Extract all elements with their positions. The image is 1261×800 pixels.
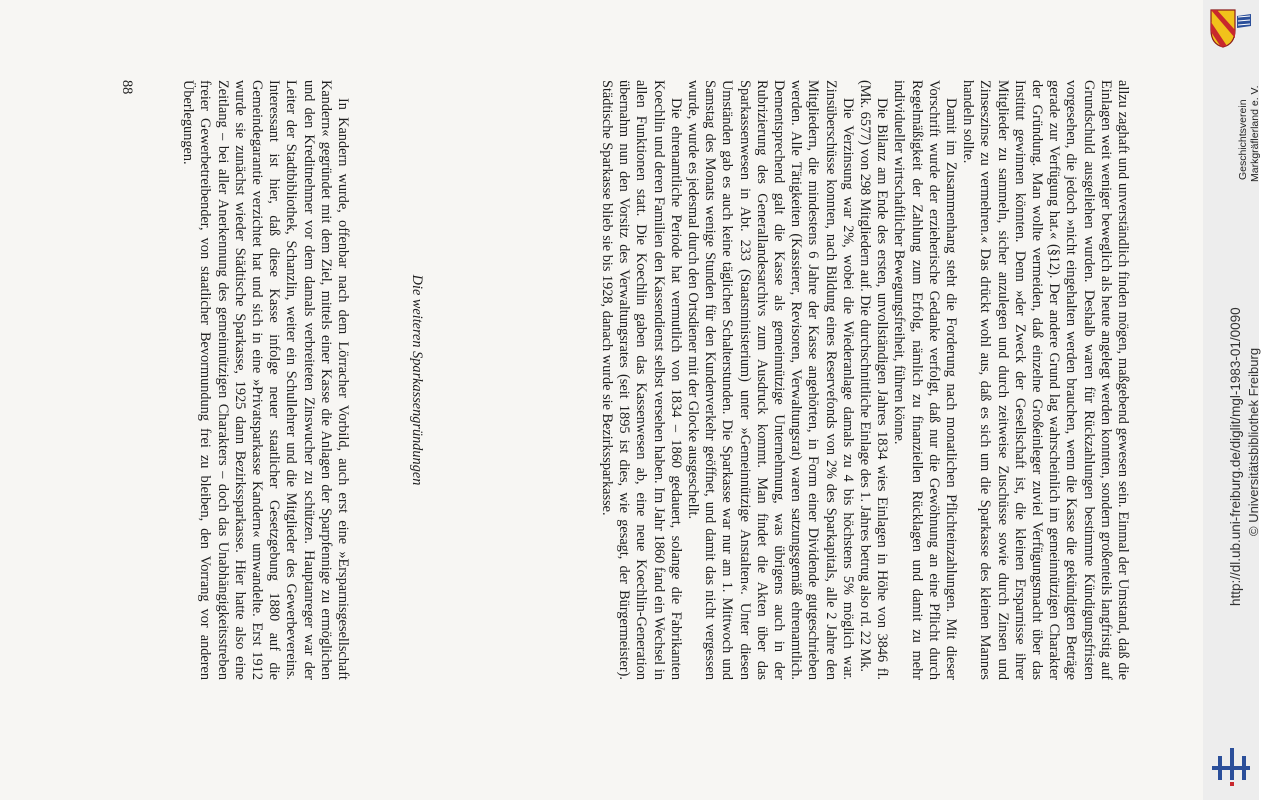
section-heading: Die weiteren Sparkassengründungen [409,274,425,486]
paragraph: Die ehrenamtliche Periode hat vermutlich von 1834 – 1860 gedauert, solange die Fabrikanten Koechlin und deren Familien den Kassendienst selbst versehen haben. Im Jahr 1860 fand ein Wechsel in allen Funktionen statt. Die Koechlin gaben das Kassenwesen ab, eine neue Koechlin-Generation übernahm nun den Vorsitz des Verwaltungsrates (seit 1895 ist dies, wie gesagt, der Bürgermeister). Städtische Sparkasse blieb sie bis 1928, danach wurde sie Bezirkssparkasse. [598,80,684,680]
page-number: 88 [119,80,135,95]
paragraph: Die Verzinsung war 2%, wobei die Wiederanlage damals zu 4 bis höchstens 5% möglich war. Zinsüberschüsse konnten, nach Bildung eines Reservefonds von 2% des Sparkapitals, alle 2 Jahre den Mitgliedern, die mindestens 6 Jahre der Kasse angehörten, in Form einer Dividende gutgeschrieben werden. Alle Tätigkeiten (Kassierer, Revisoren, Verwaltungsrat) waren satzungsgemäß ehrenamtlich. Dementsprechend galt die Kasse als gemeinnützige Unternehmung, was übrigens auch in der Rubrizierung des Generallandesarchivs zum Ausdruck kommt. Man findet die Akten über das Sparkassenwesen in Abt. 233 (Staatsministerium) unter »Gemeinnützige Anstalten«. Unter diesen Umständen gab es auch keine täglichen Schalterstunden. Die Sparkasse war nur am 1. Mittwoch und Samstag des Monats wenige Stunden für den Kundenverkehr geöffnet, und damit das nicht vergessen wurde, wurde es jedesmal durch den Ortsdiener mit der Glocke ausgeschellt. [684,80,856,680]
text-column-top [598,80,1131,680]
society-name-line2: Markgräflerland e. V. [1249,85,1261,182]
paragraph: In Kandern wurde, offenbar nach dem Lörracher Vorbild, auch erst eine »Ersparnisgesellschaft Kandern« gegründet mit dem Ziel, mittels einer Kasse die Anlagen der Sparpfennige zu ermöglichen und den Kreditnehmer vor dem damals verbreiteten Zinswucher zu schützen. Hauptanreger war der Leiter der Stadtbibliothek, Schanzlin, weiter ein Schullehrer und die Mitglieder des Gewerbevereins. Interessant ist hier, daß diese Kasse infolge neuer staatlicher Gesetzgebung 1880 auf die Gemeindegarantie verzichtet hat und sich in eine »Privatsparkasse Kandern« umwandelte. Erst 1912 wurde sie zunächst wieder Städtische Sparkasse, 1925 dann Bezirkssparkasse. Hier hatte also eine Zeitlang – bei aller Anerkennung des gemeinnützigen Charakters – doch das Unabhängigkeitsstreben freier Gewerbetreibender, von staatlicher Bevormundung frei zu bleiben, den Vorrang vor anderen Überlegungen. [180,80,351,680]
society-crest-logo[interactable] [1207,8,1253,48]
text-column-bottom [179,80,351,680]
paragraph: Damit im Zusammenhang steht die Forderung nach monatlichen Pflichteinzahlungen. Mit dieser Vorschrift wurde der erzieherische Gedanke verfolgt, daß nur die Gewöhnung an eine Pflicht durch Regelmäßigkeit der Zahlung zum Erfolg, nämlich zu finanziellen Rücklagen und damit zu mehr individueller wirtschaftlicher Bewegungsfreiheit, führen könne. [891,80,959,680]
ub-freiburg-logo[interactable] [1208,742,1254,788]
library-credit: © Universitätsbibliothek Freiburg [1246,347,1261,536]
document-url[interactable]: http://dl.ub.uni-freiburg.de/diglit/mgl-1983-01/0090 [1228,307,1243,606]
paragraph: allzu zaghaft und unverständlich finden mögen, maßgebend gewesen sein. Einmal der Umstand, daß die Einlagen weit weniger beweglich als heute angelegt werden konnten, sondern großenteils langfristig auf Grundschuld ausgeliehen wurden. Deshalb waren für Rückzahlungen bestimmte Kündigungsfristen vorgesehen, die jedoch »nicht eingehalten werden brauchen, wenn die Kasse die gekündigten Beträge gerade zur Verfügung hat.« (§12). Der andere Grund lag wahrscheinlich im gemeinnützigen Charakter der Gründung. Man wollte vermeiden, daß einzelne Großeinleger zuviel Verfügungsmacht über das Institut gewinnen könnten. Denn »der Zweck der Gesellschaft ist, die kleinen Ersparnisse ihrer Mitglieder zu sammeln, sicher anzulegen und durch zeitweise Zuschüsse sowie durch Zinsen und Zinseszinse zu vermehren.« Das drückt wohl aus, daß es sich um die Sparkasse des kleinen Mannes handeln sollte. [960,80,1131,680]
society-name-line1: Geschichtsverein [1237,99,1249,180]
paragraph: Die Bilanz am Ende des ersten, unvollständigen Jahres 1834 wies Einlagen in Höhe von 3846 fl. (Mk. 6577) von 298 Mitgliedern auf. Die durchschnittliche Einlage des 1. Jahres betrug also rd. 22 Mk. [856,80,891,680]
